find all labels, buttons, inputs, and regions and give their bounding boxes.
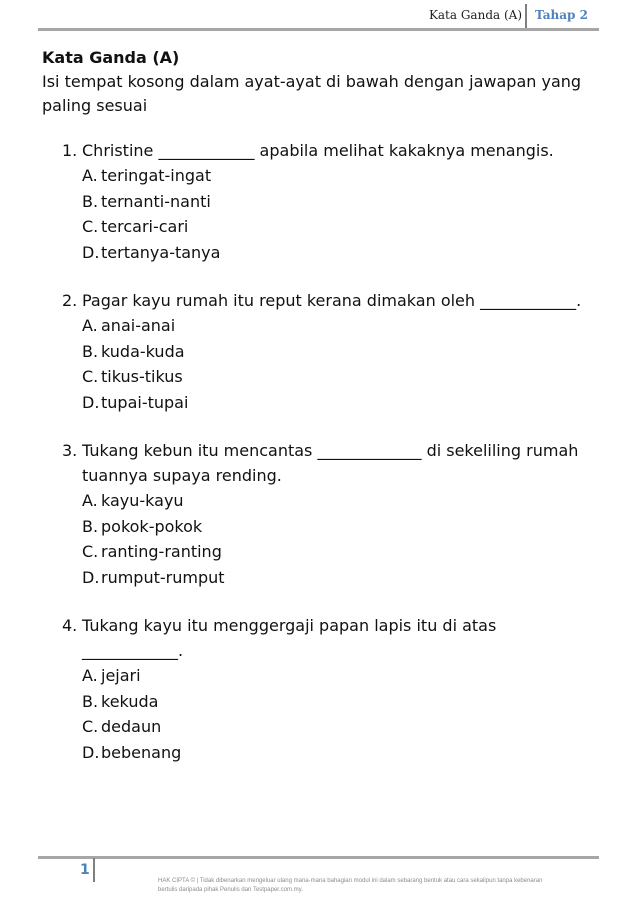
header-title: Kata Ganda (A)	[428, 8, 522, 22]
option-list	[82, 663, 602, 765]
option-letter: C.	[82, 717, 99, 736]
option-letter: D.	[82, 567, 100, 587]
option-text: kuda-kuda	[101, 341, 185, 361]
option-letter: B.	[82, 691, 99, 711]
option-letter: C.	[82, 367, 99, 386]
option-list	[82, 488, 602, 590]
option-text: anai-anai	[101, 316, 176, 335]
question-text: Tukang kayu itu menggergaji papan lapis itu di atas ____________.	[82, 616, 497, 660]
option-b	[82, 339, 602, 365]
option-letter: B.	[82, 341, 99, 361]
option-letter: D.	[82, 392, 100, 412]
question-list	[42, 138, 602, 765]
option-text: kayu-kayu	[101, 491, 184, 510]
option-letter: D.	[82, 742, 100, 762]
option-text: tikus-tikus	[101, 367, 183, 386]
option-letter: A.	[82, 166, 98, 185]
option-text: bebenang	[101, 742, 182, 762]
question-1	[42, 138, 602, 265]
option-text: ternanti-nanti	[101, 191, 211, 211]
option-text: tertanya-tanya	[101, 242, 221, 262]
question-number: 1.	[62, 141, 78, 160]
option-text: jejari	[101, 666, 141, 685]
question-4	[42, 613, 602, 765]
option-letter: C.	[82, 217, 99, 236]
option-text: ranting-ranting	[101, 542, 222, 561]
option-text: tercari-cari	[101, 217, 189, 236]
option-text: kekuda	[101, 691, 159, 711]
option-a	[82, 313, 602, 339]
page-number: 1	[80, 862, 90, 878]
option-letter: A.	[82, 491, 98, 510]
option-d	[82, 240, 602, 266]
option-text: pokok-pokok	[101, 516, 203, 536]
footer-separator	[93, 858, 95, 882]
option-letter: D.	[82, 242, 100, 262]
option-text: rumput-rumput	[101, 567, 225, 587]
option-c	[82, 539, 602, 565]
option-letter: A.	[82, 316, 98, 335]
question-text: Pagar kayu rumah itu reput kerana dimakan oleh ____________.	[82, 291, 582, 310]
option-a	[82, 663, 602, 689]
worksheet-content	[42, 46, 602, 788]
header-rule	[38, 28, 599, 31]
option-text: teringat-ingat	[101, 166, 212, 185]
option-b	[82, 689, 602, 715]
question-text: Christine ____________ apabila melihat kakaknya menangis.	[82, 141, 554, 160]
worksheet-title: Kata Ganda (A)	[42, 48, 180, 67]
copyright-notice: HAK CIPTA © | Tidak dibenarkan mengeluar ulang mana-mana bahagian modul ini dalam sebarang bentuk atau cara sekalipun tanpa kebenaran bertulis daripada pihak Penulis dan Testpaper.com.my.	[158, 878, 543, 893]
header-separator	[525, 4, 527, 28]
option-list	[82, 313, 602, 415]
option-letter: B.	[82, 516, 99, 536]
option-c	[82, 364, 602, 390]
option-list	[82, 163, 602, 265]
option-d	[82, 390, 602, 416]
option-text: dedaun	[101, 717, 162, 736]
option-b	[82, 189, 602, 215]
question-3	[42, 438, 602, 590]
question-number: 2.	[62, 291, 78, 310]
option-a	[82, 488, 602, 514]
question-2	[42, 288, 602, 415]
option-letter: A.	[82, 666, 98, 685]
option-text: tupai-tupai	[101, 392, 189, 412]
option-c	[82, 714, 602, 740]
option-b	[82, 514, 602, 540]
option-c	[82, 214, 602, 240]
page-header	[0, 0, 636, 32]
header-stage: Tahap 2	[535, 8, 588, 22]
question-number: 4.	[62, 616, 78, 635]
worksheet-instruction: Isi tempat kosong dalam ayat-ayat di bawah dengan jawapan yang paling sesuai	[42, 72, 582, 115]
question-text: Tukang kebun itu mencantas _____________ di sekeliling rumah tuannya supaya rending.	[82, 441, 579, 485]
footer-rule	[38, 856, 599, 859]
option-d	[82, 565, 602, 591]
question-number: 3.	[62, 441, 78, 460]
option-a	[82, 163, 602, 189]
option-letter: B.	[82, 191, 99, 211]
option-letter: C.	[82, 542, 99, 561]
option-d	[82, 740, 602, 766]
